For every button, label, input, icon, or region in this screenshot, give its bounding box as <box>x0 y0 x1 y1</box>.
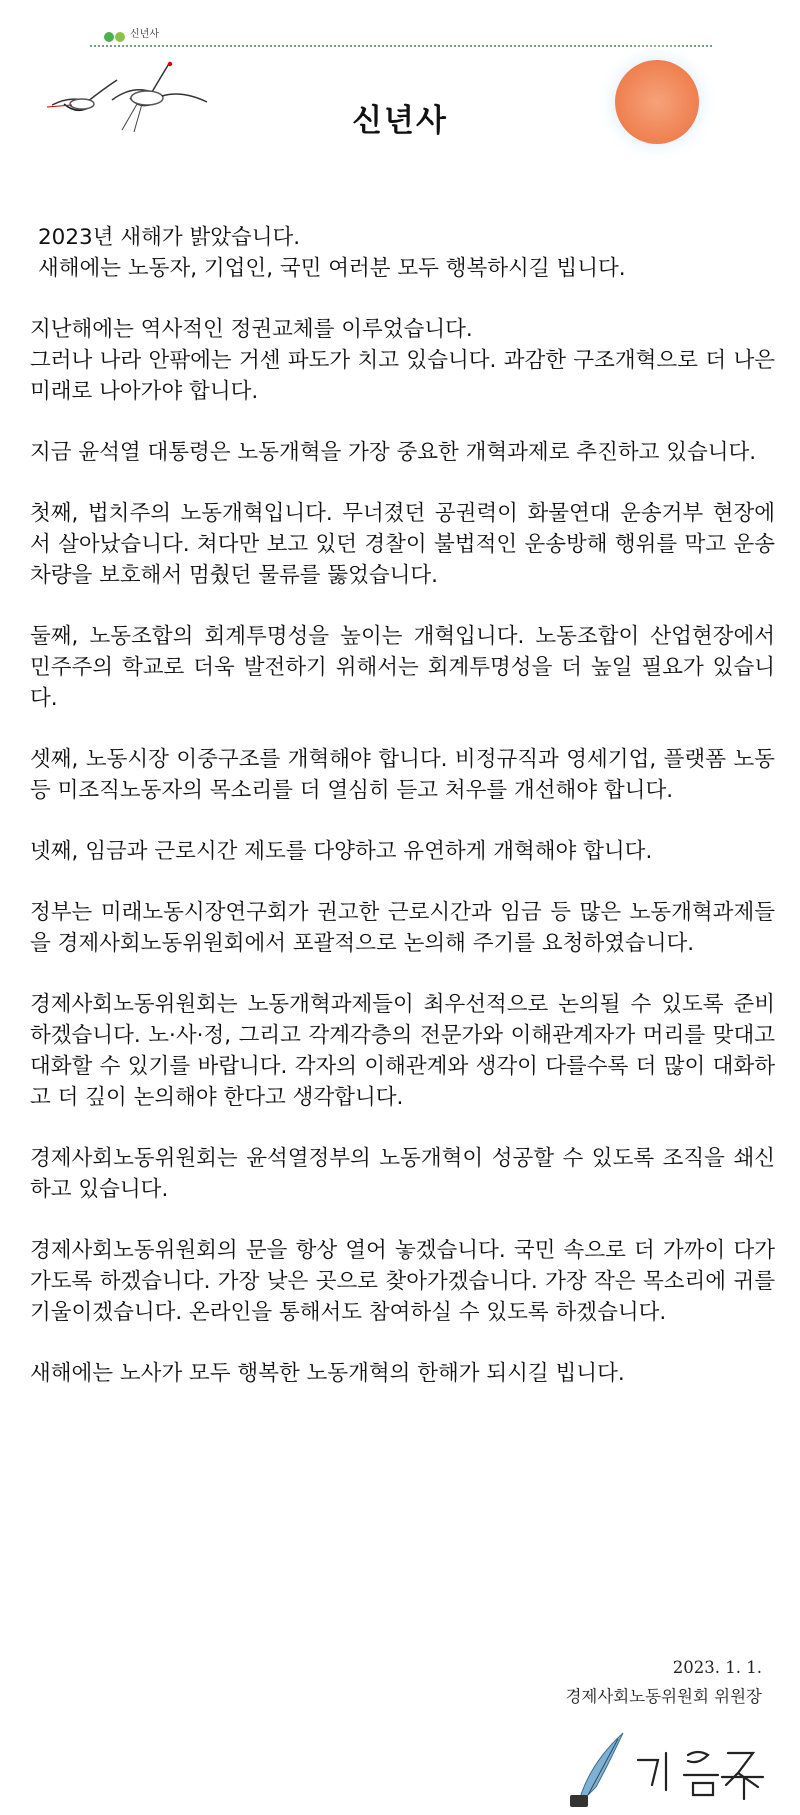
paragraph: 경제사회노동위원회의 문을 항상 열어 놓겠습니다. 국민 속으로 더 가까이 다가가도록 하겠습니다. 가장 낮은 곳으로 찾아가겠습니다. 가장 작은 목소리에 귀를 기울이겠습니다. 온라인을 통해서도 참여하실 수 있도록 하겠습니다. <box>30 1238 775 1325</box>
paragraph <box>30 222 775 284</box>
paragraph-line: 지난해에는 역사적인 정권교체를 이루었습니다. <box>30 317 473 342</box>
paragraph-line: 2023년 새해가 밝았습니다. <box>38 225 301 250</box>
quill-pen-icon <box>570 1733 623 1807</box>
paragraph: 경제사회노동위원회는 윤석열정부의 노동개혁이 성공할 수 있도록 조직을 쇄신하고 있습니다. <box>30 1146 775 1202</box>
paragraph: 새해에는 노사가 모두 행복한 노동개혁의 한해가 되시길 빕니다. <box>30 1361 625 1386</box>
letter-body <box>30 222 775 1419</box>
breadcrumb: 신년사 <box>130 29 159 40</box>
paragraph: 넷째, 임금과 근로시간 제도를 다양하고 유연하게 개혁해야 합니다. <box>30 839 653 864</box>
paragraph-line: 새해에는 노동자, 기업인, 국민 여러분 모두 행복하시길 빕니다. <box>38 256 626 281</box>
page-title: 신년사 <box>352 103 448 139</box>
signatory-title: 경제사회노동위원회 위원장 <box>565 1687 762 1706</box>
paragraph: 지금 윤석열 대통령은 노동개혁을 가장 중요한 개혁과제로 추진하고 있습니다. <box>30 440 757 465</box>
letter-date: 2023. 1. 1. <box>672 1658 762 1677</box>
paragraph <box>30 314 775 407</box>
paragraph: 정부는 미래노동시장연구회가 권고한 근로시간과 임금 등 많은 노동개혁과제들을 경제사회노동위원회에서 포괄적으로 논의해 주기를 요청하였습니다. <box>30 900 775 956</box>
green-dot-icon <box>104 32 114 42</box>
paragraph: 첫째, 법치주의 노동개혁입니다. 무너졌던 공권력이 화물연대 운송거부 현장에서 살아났습니다. 쳐다만 보고 있던 경찰이 불법적인 운송방해 행위를 막고 운송차량을 보호해서 멈췄던 물류를 뚫었습니다. <box>30 501 775 588</box>
paragraph: 경제사회노동위원회는 노동개혁과제들이 최우선적으로 논의될 수 있도록 준비하겠습니다. 노·사·정, 그리고 각계각층의 전문가와 이해관계자가 머리를 맞대고 대화할 수 있기를 바랍니다. 각자의 이해관계와 생각이 다를수록 더 많이 대화하고 더 깊이 논의해야 한다고 생각합니다. <box>30 992 775 1110</box>
paragraph: 둘째, 노동조합의 회계투명성을 높이는 개혁입니다. 노동조합이 산업현장에서 민주주의 학교로 더욱 발전하기 위해서는 회계투명성을 더 높일 필요가 있습니다. <box>30 624 775 711</box>
handwritten-signature <box>638 1752 763 1799</box>
paragraph: 셋째, 노동시장 이중구조를 개혁해야 합니다. 비정규직과 영세기업, 플랫폼 노동 등 미조직노동자의 목소리를 더 열심히 듣고 처우를 개선해야 합니다. <box>30 747 775 803</box>
signature-with-quill <box>548 1725 778 1810</box>
green-dot-icon <box>115 32 125 42</box>
header <box>0 0 800 175</box>
paragraph-line: 그러나 나라 안팎에는 거센 파도가 치고 있습니다. 과감한 구조개혁으로 더 나은 미래로 나아가야 합니다. <box>30 348 775 404</box>
breadcrumb-dots <box>104 27 126 46</box>
